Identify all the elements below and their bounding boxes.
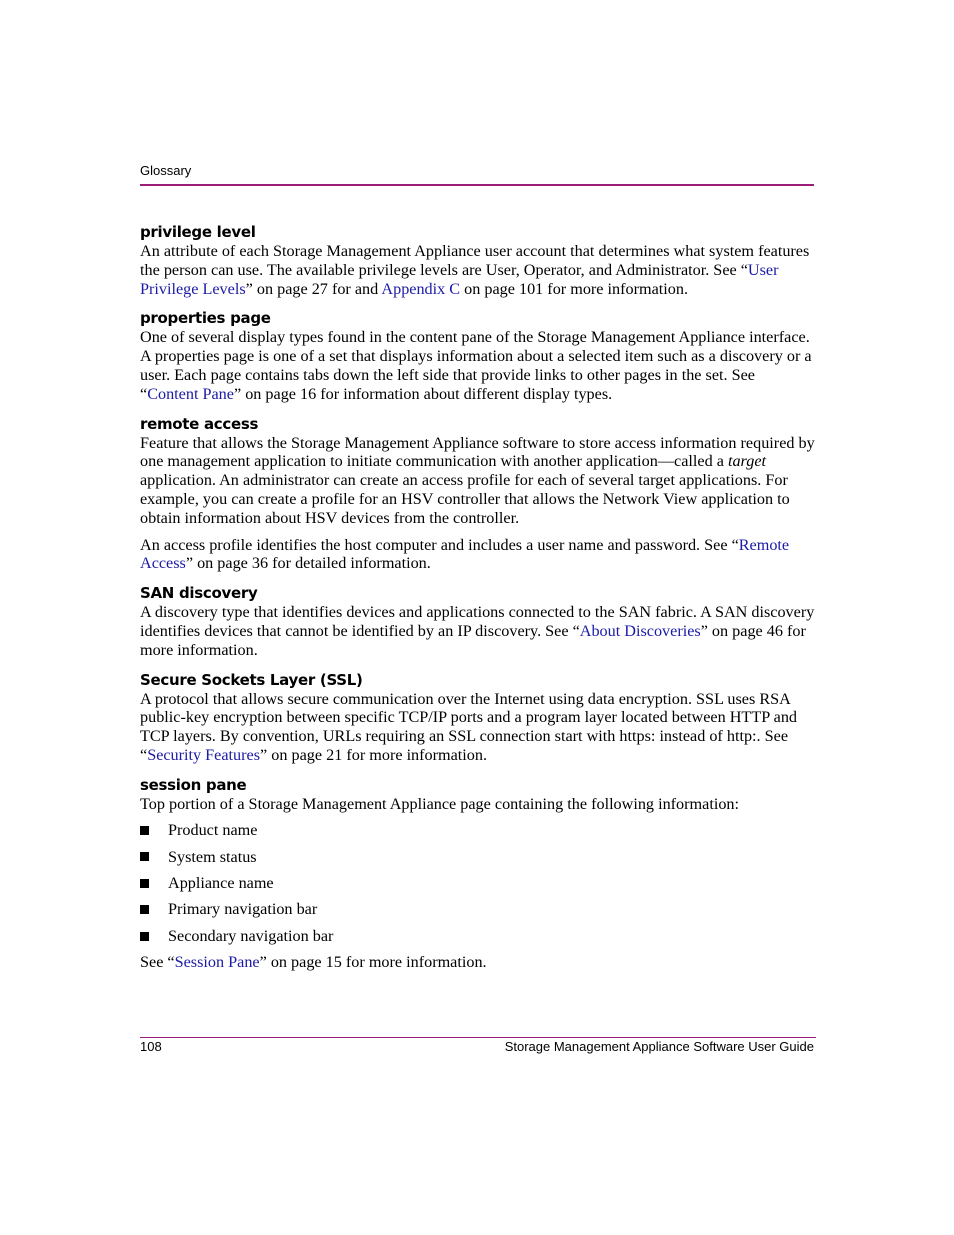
header-rule	[140, 184, 814, 186]
footer-rule	[140, 1037, 816, 1038]
list-item	[140, 848, 816, 867]
link-appendix-c[interactable]: Appendix C	[381, 279, 461, 298]
definition-text: Feature that allows the Storage Management Appliance software to store access information required by one management application to initiate communication with another application—called a	[140, 433, 815, 471]
link-session-pane[interactable]: Session Pane	[174, 953, 260, 972]
term-definition	[140, 328, 816, 403]
list-item-text: System status	[168, 847, 257, 866]
definition-text: A discovery type that identifies devices and applications connected to the SAN fabric. A SAN discovery identifies devices that cannot be identified by an IP discovery. See “	[140, 603, 815, 640]
square-bullet-icon	[140, 905, 149, 914]
term-definition	[140, 690, 816, 765]
definition-text: One of several display types found in the content pane of the Storage Management Appliance interface. A properties page is one of a set that displays information about a selected item such as a discovery or a user. Each page contains tabs down the left side that provide links to other pages in the set. See “	[140, 328, 812, 403]
term-heading: Secure Sockets Layer (SSL)	[140, 670, 363, 689]
link-about-discoveries[interactable]: About Discoveries	[579, 621, 701, 640]
term-heading: remote access	[140, 414, 259, 433]
square-bullet-icon	[140, 879, 149, 888]
glossary-entry-ssl	[140, 670, 816, 765]
link-remote-access[interactable]: Remote Access	[140, 535, 790, 573]
link-content-pane[interactable]: Content Pane	[147, 384, 234, 403]
definition-text: application. An administrator can create an access profile for each of several target applications. For example, you can create a profile for an HSV controller that allows the Network View application to obtain information about HSV devices from the controller.	[140, 471, 790, 527]
term-definition	[140, 434, 816, 528]
link-security-features[interactable]: Security Features	[147, 745, 261, 764]
page-number: 108	[140, 1039, 162, 1054]
definition-text: ” on page 27 for and	[245, 279, 382, 298]
term-definition-continued	[140, 953, 816, 972]
list-item-text: Secondary navigation bar	[168, 926, 334, 945]
term-heading: properties page	[140, 309, 271, 328]
definition-text: on page 101 for more information.	[460, 279, 689, 298]
glossary-content	[140, 222, 816, 972]
square-bullet-icon	[140, 852, 149, 861]
square-bullet-icon	[140, 932, 149, 941]
term-definition-continued	[140, 536, 816, 574]
session-pane-bullet-list	[140, 821, 816, 945]
link-user-privilege-levels[interactable]: User Privilege Levels	[140, 260, 779, 298]
definition-text: ” on page 46 for more information.	[140, 621, 806, 659]
definition-text: An access profile identifies the host computer and includes a user name and password. See “	[140, 535, 739, 554]
list-item	[140, 927, 816, 946]
list-item	[140, 900, 816, 919]
definition-text: ” on page 15 for more information.	[259, 953, 487, 972]
definition-text: A protocol that allows secure communication over the Internet using data encryption. SSL uses RSA public-key encryption between specific TCP/IP ports and a program layer located between HTTP and TCP layers. By convention, URLs requiring an SSL connection start with https: instead of http:. See “	[140, 689, 798, 764]
definition-text: Top portion of a Storage Management Appliance page containing the following information:	[140, 794, 739, 813]
definition-text: ” on page 21 for more information.	[260, 745, 488, 764]
glossary-entry-san-discovery	[140, 583, 816, 659]
term-definition	[140, 795, 816, 814]
term-definition	[140, 603, 816, 659]
list-item-text: Product name	[168, 821, 258, 840]
footer-document-title: Storage Management Appliance Software User Guide	[504, 1039, 814, 1054]
running-header-section: Glossary	[140, 163, 192, 178]
term-definition	[140, 242, 816, 298]
term-heading: session pane	[140, 775, 247, 794]
glossary-entry-session-pane	[140, 775, 816, 972]
list-item	[140, 874, 816, 893]
definition-text: ” on page 16 for information about different display types.	[233, 384, 613, 403]
term-heading: SAN discovery	[140, 584, 258, 603]
glossary-entry-privilege-level	[140, 222, 816, 298]
emphasis-target: target	[727, 452, 767, 471]
definition-text: An attribute of each Storage Management Appliance user account that determines what system features the person can use. The available privilege levels are User, Operator, and Administrator. See “	[140, 242, 810, 279]
definition-text: See “	[140, 953, 175, 972]
list-item-text: Appliance name	[168, 873, 274, 892]
glossary-entry-remote-access	[140, 414, 816, 574]
square-bullet-icon	[140, 826, 149, 835]
term-heading: privilege level	[140, 223, 256, 241]
glossary-entry-properties-page	[140, 308, 816, 403]
definition-text: ” on page 36 for detailed information.	[185, 554, 431, 573]
list-item	[140, 821, 816, 840]
list-item-text: Primary navigation bar	[168, 900, 318, 919]
